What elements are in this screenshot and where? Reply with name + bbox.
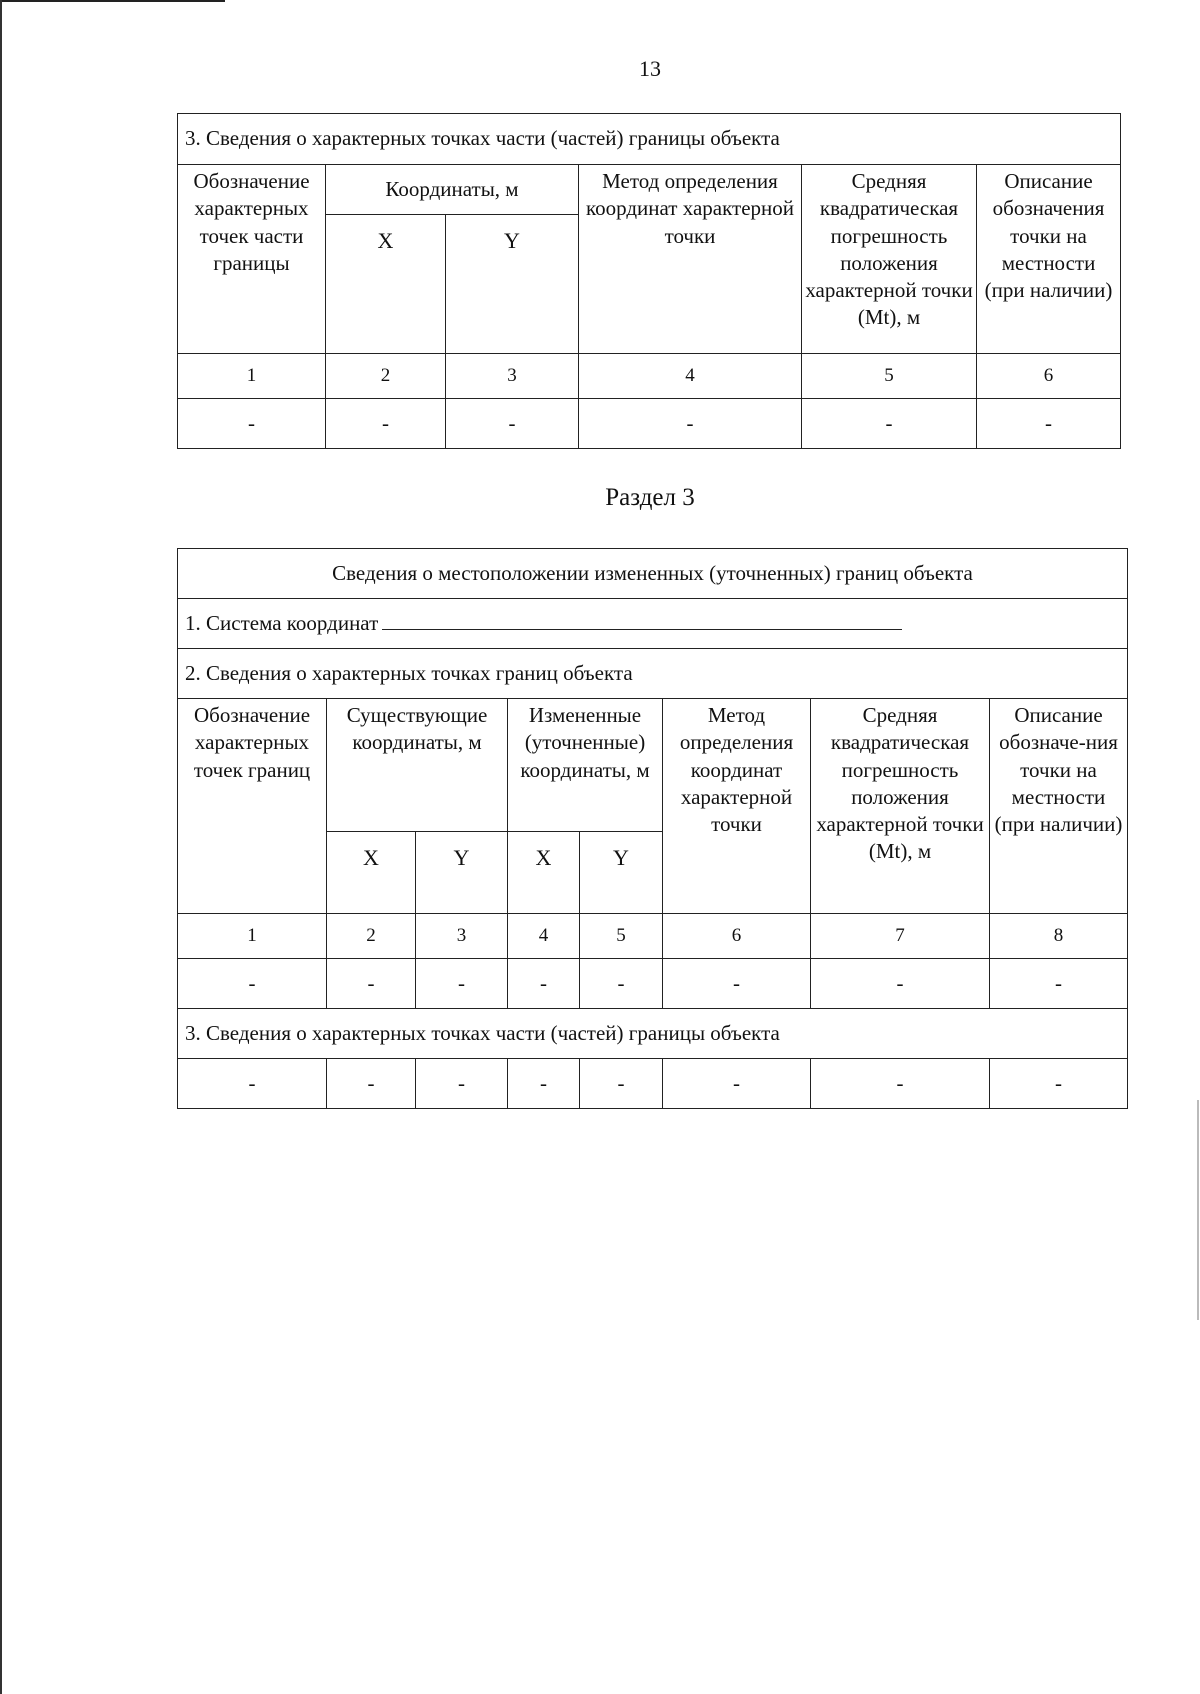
table-cell: - xyxy=(326,399,446,449)
column-number: 3 xyxy=(446,354,579,399)
table-cell: - xyxy=(811,959,990,1009)
header-method: Метод определения координат характерной точки xyxy=(663,699,811,914)
header-coordinates: Координаты, м xyxy=(326,165,579,215)
table-cell: - xyxy=(327,1059,416,1109)
scan-edge-right xyxy=(1197,1100,1199,1320)
points-caption: 2. Сведения о характерных точках границ объекта xyxy=(178,649,1128,699)
column-number-row xyxy=(178,914,1128,959)
column-number: 1 xyxy=(178,354,326,399)
column-number: 5 xyxy=(802,354,977,399)
header-y: Y xyxy=(446,215,579,354)
coordinate-system-row xyxy=(178,599,1128,649)
page-number: 13 xyxy=(639,56,661,81)
scan-edge-left xyxy=(0,0,2,1694)
table-cell: - xyxy=(508,1059,580,1109)
table-cell: - xyxy=(416,959,508,1009)
header-method: Метод определения координат характерной точки xyxy=(579,165,802,354)
table-cell: - xyxy=(446,399,579,449)
column-number: 4 xyxy=(579,354,802,399)
scan-edge-top xyxy=(0,0,225,2)
table-cell: - xyxy=(178,399,326,449)
header-point-designation: Обозначение характерных точек части границы xyxy=(178,165,326,354)
column-number: 3 xyxy=(416,914,508,959)
table-cell: - xyxy=(327,959,416,1009)
column-number: 2 xyxy=(326,354,446,399)
part-boundary-points-table xyxy=(177,113,1121,449)
header-mean-error: Средняя квадратическая погрешность положения характерной точки (Mt), м xyxy=(802,165,977,354)
table-cell: - xyxy=(990,1059,1128,1109)
column-number: 7 xyxy=(811,914,990,959)
header-description: Описание обозначе-ния точки на местности (при наличии) xyxy=(990,699,1128,914)
column-number: 4 xyxy=(508,914,580,959)
header-changed-y: Y xyxy=(580,832,663,914)
table-cell: - xyxy=(579,399,802,449)
table-row xyxy=(178,959,1128,1009)
table-cell: - xyxy=(416,1059,508,1109)
table-caption: 3. Сведения о характерных точках части (частей) границы объекта xyxy=(178,114,1121,165)
table-cell: - xyxy=(811,1059,990,1109)
section-title: Раздел 3 xyxy=(605,484,695,511)
header-mean-error: Средняя квадратическая погрешность положения характерной точки (Mt), м xyxy=(811,699,990,914)
changed-boundaries-table xyxy=(177,548,1128,1109)
coordinate-system-blank xyxy=(382,609,902,630)
table-cell: - xyxy=(178,959,327,1009)
table-caption: Сведения о местоположении измененных (уточненных) границ объекта xyxy=(178,549,1128,599)
table-cell: - xyxy=(580,959,663,1009)
column-number: 2 xyxy=(327,914,416,959)
column-number: 1 xyxy=(178,914,327,959)
table-cell: - xyxy=(508,959,580,1009)
table-cell: - xyxy=(990,959,1128,1009)
column-number: 8 xyxy=(990,914,1128,959)
header-point-designation: Обозначение характерных точек границ xyxy=(178,699,327,914)
table-cell: - xyxy=(663,1059,811,1109)
coordinate-system-label: 1. Система координат xyxy=(185,611,379,636)
table-cell: - xyxy=(178,1059,327,1109)
header-description: Описание обозначения точки на местности (при наличии) xyxy=(977,165,1121,354)
header-existing-x: X xyxy=(327,832,416,914)
table-cell: - xyxy=(977,399,1121,449)
column-number: 5 xyxy=(580,914,663,959)
header-x: X xyxy=(326,215,446,354)
header-existing-coordinates: Существующие координаты, м xyxy=(327,699,508,832)
table-cell: - xyxy=(663,959,811,1009)
column-number: 6 xyxy=(663,914,811,959)
part-points-caption: 3. Сведения о характерных точках части (частей) границы объекта xyxy=(178,1009,1128,1059)
header-changed-coordinates: Измененные (уточненные) координаты, м xyxy=(508,699,663,832)
column-number-row xyxy=(178,354,1121,399)
table-cell: - xyxy=(802,399,977,449)
header-changed-x: X xyxy=(508,832,580,914)
table-row xyxy=(178,1059,1128,1109)
header-existing-y: Y xyxy=(416,832,508,914)
table-row xyxy=(178,399,1121,449)
table-cell: - xyxy=(580,1059,663,1109)
column-number: 6 xyxy=(977,354,1121,399)
